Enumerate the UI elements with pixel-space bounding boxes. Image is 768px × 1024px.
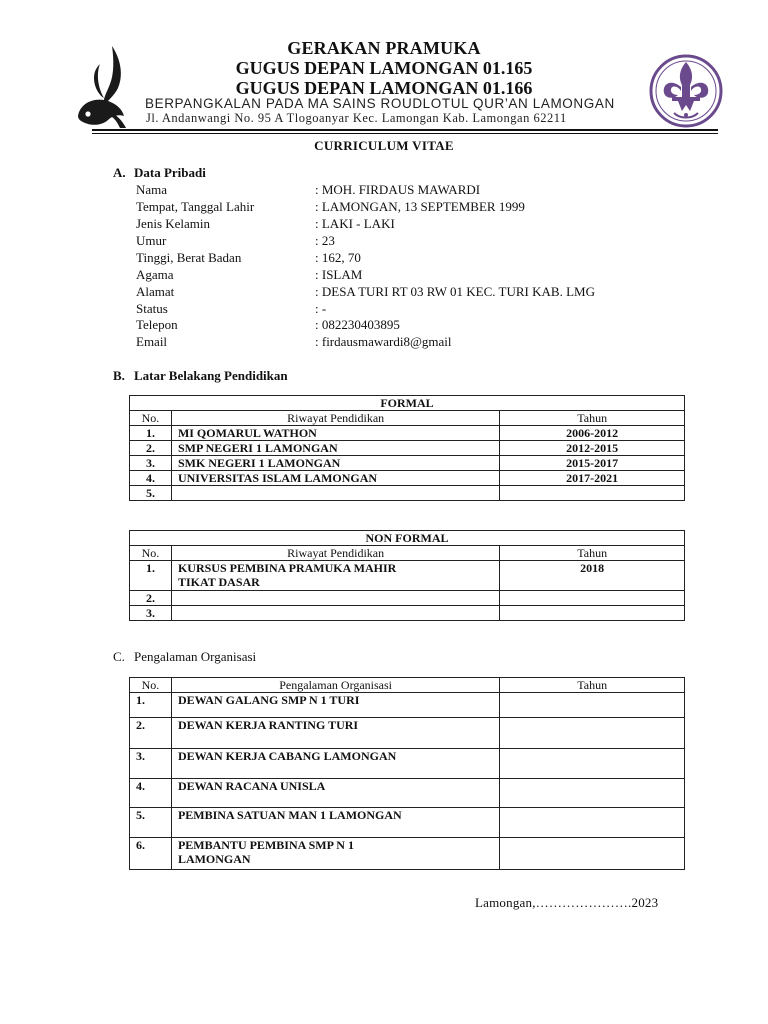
row-value: : DESA TURI RT 03 RW 01 KEC. TURI KAB. LMG <box>315 284 595 299</box>
row-value: : firdausmawardi8@gmail <box>315 334 452 349</box>
row-riwayat: SMK NEGERI 1 LAMONGAN <box>171 456 499 471</box>
row-org-line1: DEWAN KERJA RANTING TURI <box>177 718 359 732</box>
row-org-line1: DEWAN RACANA UNISLA <box>177 779 326 793</box>
formal-table-title: FORMAL <box>130 396 685 411</box>
document-title: CURRICULUM VITAE <box>314 138 454 153</box>
col-header-tahun: Tahun <box>500 546 685 561</box>
row-value: : 082230403895 <box>315 317 400 332</box>
non-formal-education-table <box>129 530 685 621</box>
row-no: 2. <box>130 441 172 456</box>
row-tahun <box>500 779 685 808</box>
row-no: 3. <box>130 456 172 471</box>
row-no: 3. <box>130 606 172 621</box>
row-label: Alamat <box>136 284 175 299</box>
row-no: 2. <box>130 718 172 749</box>
col-header-no: No. <box>130 411 172 426</box>
row-value: : - <box>315 301 327 316</box>
organization-table <box>129 677 685 870</box>
row-riwayat: MI QOMARUL WATHON <box>171 426 499 441</box>
row-no: 4. <box>130 471 172 486</box>
row-no: 4. <box>130 779 172 808</box>
row-riwayat: SMP NEGERI 1 LAMONGAN <box>171 441 499 456</box>
col-header-no: No. <box>130 678 172 693</box>
row-riwayat: UNIVERSITAS ISLAM LAMONGAN <box>171 471 499 486</box>
row-org <box>171 718 499 749</box>
table-row <box>130 808 685 838</box>
row-no: 2. <box>130 591 172 606</box>
table-row <box>130 561 685 591</box>
row-tahun <box>500 838 685 870</box>
row-riwayat <box>171 591 499 606</box>
row-riwayat <box>171 486 499 501</box>
gugus-depan-1: GUGUS DEPAN LAMONGAN 01.165 <box>235 58 533 78</box>
row-org-line2: LAMONGAN <box>177 852 251 866</box>
row-value: : ISLAM <box>315 267 363 282</box>
row-label: Tinggi, Berat Badan <box>136 250 242 265</box>
row-riwayat <box>171 606 499 621</box>
row-tahun: 2018 <box>500 561 685 591</box>
row-riwayat-line2: TIKAT DASAR <box>177 575 260 589</box>
col-header-org: Pengalaman Organisasi <box>171 678 499 693</box>
section-c-title: Pengalaman Organisasi <box>134 649 257 664</box>
header-divider <box>92 129 718 131</box>
table-row <box>130 591 685 606</box>
row-tahun: 2006-2012 <box>500 426 685 441</box>
section-a-heading <box>113 165 206 181</box>
row-tahun <box>500 808 685 838</box>
table-row <box>130 779 685 808</box>
header-divider-thin <box>92 133 718 134</box>
table-row <box>130 606 685 621</box>
row-no: 5. <box>130 808 172 838</box>
table-row <box>130 441 685 456</box>
row-label: Umur <box>136 233 167 248</box>
table-row <box>130 486 685 501</box>
table-row <box>130 838 685 870</box>
row-no: 1. <box>130 426 172 441</box>
address: Jl. Andanwangi No. 95 A Tlogoanyar Kec. Lamongan Kab. Lamongan 62211 <box>146 111 567 125</box>
row-no: 1. <box>130 693 172 718</box>
row-org-line1: DEWAN GALANG SMP N 1 TURI <box>177 693 360 707</box>
row-no: 3. <box>130 749 172 779</box>
row-label: Jenis Kelamin <box>136 216 211 231</box>
row-org-line1: DEWAN KERJA CABANG LAMONGAN <box>177 749 397 763</box>
row-label: Email <box>136 334 168 349</box>
table-row <box>130 693 685 718</box>
row-org <box>171 808 499 838</box>
row-org-line1: PEMBINA SATUAN MAN 1 LAMONGAN <box>177 808 402 822</box>
col-header-riwayat: Riwayat Pendidikan <box>171 411 499 426</box>
section-a-title: Data Pribadi <box>134 165 206 180</box>
org-name: GERAKAN PRAMUKA <box>287 38 481 58</box>
non-formal-table-title: NON FORMAL <box>130 531 685 546</box>
row-tahun: 2012-2015 <box>500 441 685 456</box>
place-date-signature: Lamongan,………………….2023 <box>475 895 659 910</box>
row-tahun <box>500 591 685 606</box>
row-tahun <box>500 606 685 621</box>
row-tahun <box>500 486 685 501</box>
row-tahun <box>500 749 685 779</box>
row-org <box>171 693 499 718</box>
row-tahun: 2017-2021 <box>500 471 685 486</box>
row-org <box>171 779 499 808</box>
table-row <box>130 718 685 749</box>
row-tahun <box>500 693 685 718</box>
col-header-tahun: Tahun <box>500 411 685 426</box>
row-value: : LAMONGAN, 13 SEPTEMBER 1999 <box>315 199 525 214</box>
row-value: : 162, 70 <box>315 250 361 265</box>
base-school: BERPANGKALAN PADA MA SAINS ROUDLOTUL QUR’AN LAMONGAN <box>145 96 615 111</box>
row-value: : MOH. FIRDAUS MAWARDI <box>315 182 481 197</box>
section-c-letter: C. <box>113 649 125 664</box>
row-org <box>171 749 499 779</box>
row-value: : 23 <box>315 233 335 248</box>
table-row <box>130 426 685 441</box>
row-org-line1: PEMBANTU PEMBINA SMP N 1 <box>177 838 354 852</box>
gugus-depan-2: GUGUS DEPAN LAMONGAN 01.166 <box>235 78 533 98</box>
table-row <box>130 471 685 486</box>
row-tahun: 2015-2017 <box>500 456 685 471</box>
row-label: Tempat, Tanggal Lahir <box>136 199 255 214</box>
section-a-letter: A. <box>113 165 126 180</box>
section-b-heading <box>113 368 288 384</box>
section-b-letter: B. <box>113 368 125 383</box>
row-org <box>171 838 499 870</box>
section-b-title: Latar Belakang Pendidikan <box>134 368 288 383</box>
col-header-riwayat: Riwayat Pendidikan <box>171 546 499 561</box>
row-riwayat-line1: KURSUS PEMBINA PRAMUKA MAHIR <box>177 561 397 575</box>
row-value: : LAKI - LAKI <box>315 216 395 231</box>
row-no: 5. <box>130 486 172 501</box>
table-row <box>130 749 685 779</box>
row-tahun <box>500 718 685 749</box>
row-label: Status <box>136 301 168 316</box>
row-no: 1. <box>130 561 172 591</box>
formal-education-table <box>129 395 685 501</box>
section-c-heading <box>113 649 256 665</box>
col-header-no: No. <box>130 546 172 561</box>
row-riwayat <box>171 561 499 591</box>
table-row <box>130 456 685 471</box>
row-label: Agama <box>136 267 174 282</box>
row-label: Nama <box>136 182 168 197</box>
row-label: Telepon <box>136 317 178 332</box>
row-no: 6. <box>130 838 172 870</box>
col-header-tahun: Tahun <box>500 678 685 693</box>
